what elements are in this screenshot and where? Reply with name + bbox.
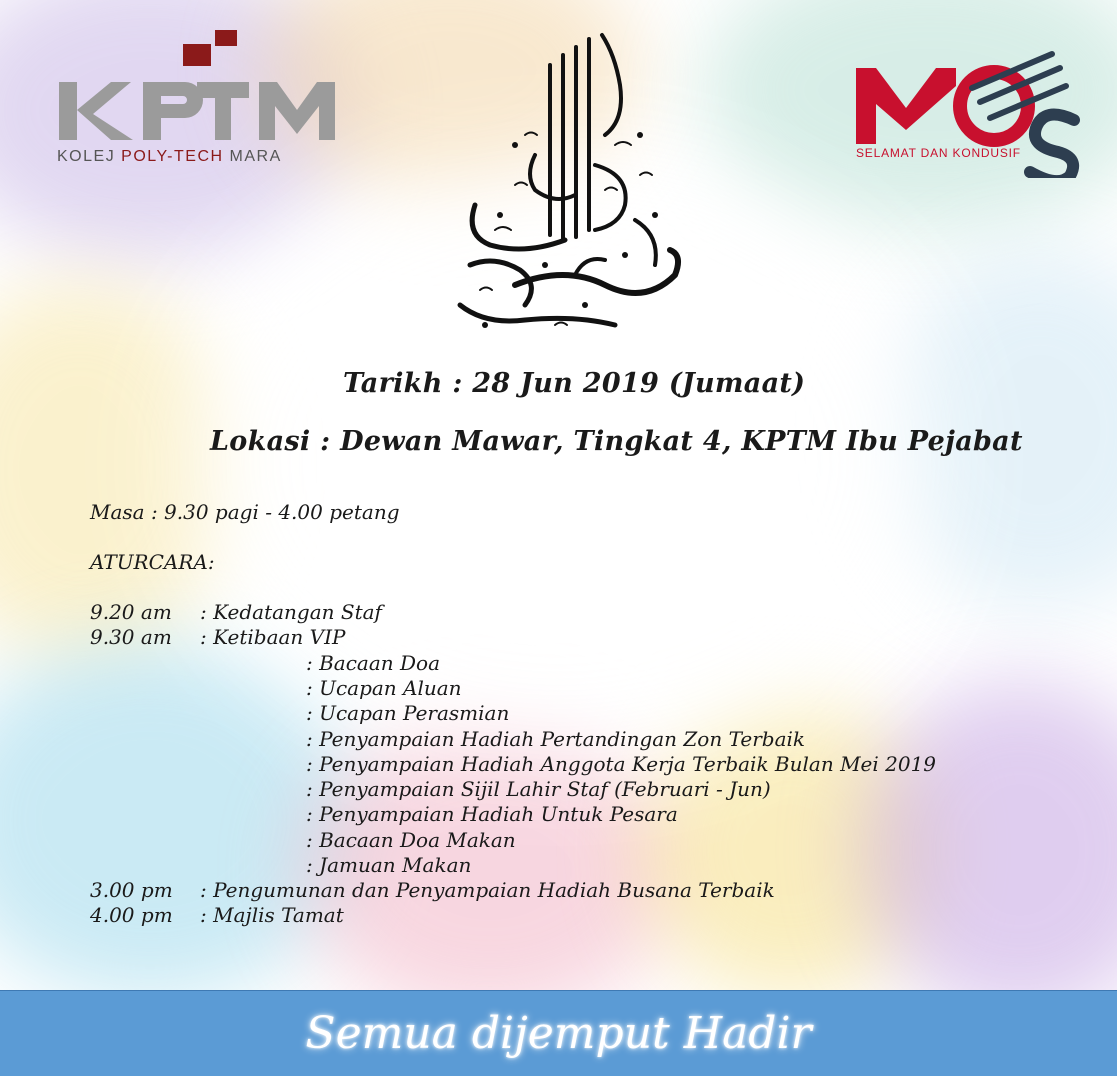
schedule-sub-item: : Bacaan Doa xyxy=(306,651,441,675)
schedule-sub-item: : Penyampaian Hadiah Anggota Kerja Terbaik Bulan Mei 2019 xyxy=(306,752,937,776)
schedule-sub-item: : Penyampaian Hadiah Untuk Pesara xyxy=(306,802,678,826)
footer-banner xyxy=(0,990,1117,1076)
program-heading: ATURCARA: xyxy=(90,550,215,574)
schedule-time: 3.00 pm xyxy=(90,878,173,902)
schedule-row xyxy=(90,878,775,902)
calligraphy-illustration xyxy=(455,25,690,345)
schedule-time: 9.20 am xyxy=(90,600,172,624)
schedule-row xyxy=(90,600,382,624)
mqs-logo xyxy=(852,48,1082,178)
schedule-row xyxy=(90,903,344,927)
kptm-subtitle: KOLEJ POLY-TECH MARA xyxy=(57,148,282,165)
schedule-sub-item: : Penyampaian Sijil Lahir Staf (Februari - Jun) xyxy=(306,777,771,801)
schedule-row xyxy=(90,625,345,649)
schedule-item: : Kedatangan Staf xyxy=(200,600,382,624)
program-time: Masa : 9.30 pagi - 4.00 petang xyxy=(90,500,400,524)
footer-invitation: Semua dijemput Hadir xyxy=(305,1008,812,1059)
schedule-sub-item: : Ucapan Perasmian xyxy=(306,701,510,725)
schedule-item: : Pengumunan dan Penyampaian Hadiah Busana Terbaik xyxy=(200,878,775,902)
schedule-sub-item: : Jamuan Makan xyxy=(306,853,472,877)
event-date: Tarikh : 28 Jun 2019 (Jumaat) xyxy=(343,368,806,399)
schedule-time: 4.00 pm xyxy=(90,903,173,927)
kptm-logo xyxy=(55,30,345,180)
schedule-time: 9.30 am xyxy=(90,625,172,649)
schedule-sub-item: : Bacaan Doa Makan xyxy=(306,828,516,852)
schedule-item: : Ketibaan VIP xyxy=(200,625,346,649)
schedule-sub-item: : Penyampaian Hadiah Pertandingan Zon Terbaik xyxy=(306,727,806,751)
schedule-sub-item: : Ucapan Aluan xyxy=(306,676,462,700)
schedule-item: : Majlis Tamat xyxy=(200,903,344,927)
event-location: Lokasi : Dewan Mawar, Tingkat 4, KPTM Ibu Pejabat xyxy=(210,426,1023,457)
mqs-subtitle: SELAMAT DAN KONDUSIF xyxy=(856,146,1021,160)
